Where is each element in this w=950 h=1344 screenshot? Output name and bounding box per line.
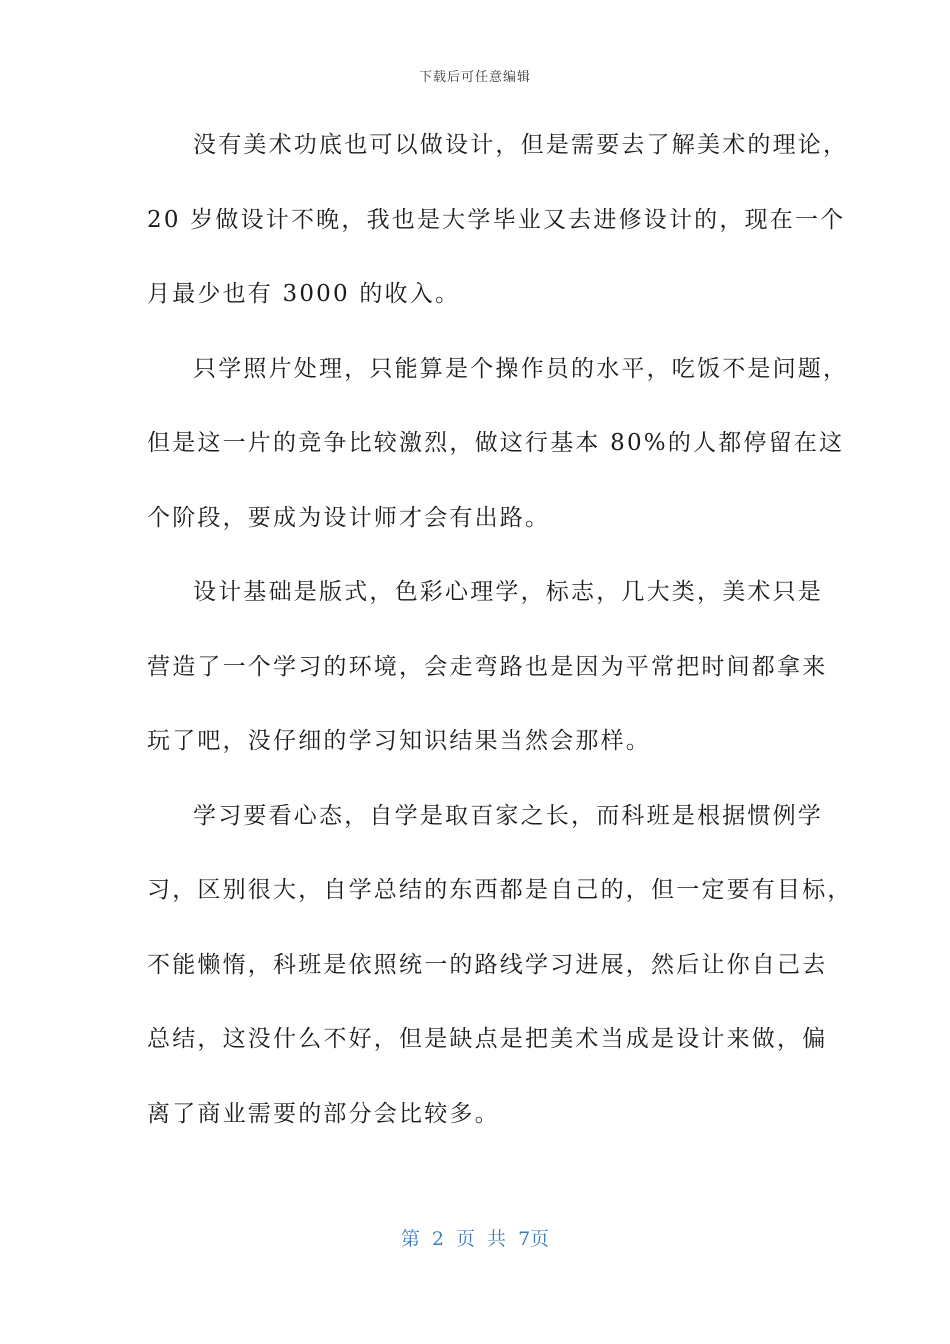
paragraph-3-line-1: 设计基础是版式，色彩心理学，标志，几大类，美术只是 bbox=[193, 579, 823, 605]
paragraph-4-line-4: 总结，这没什么不好，但是缺点是把美术当成是设计来做，偏 bbox=[147, 1026, 828, 1052]
paragraph-4-line-3: 不能懒惰，科班是依照统一的路线学习进展，然后让你自己去 bbox=[147, 951, 828, 978]
paragraph-3-line-2: 营造了一个学习的环境，会走弯路也是因为平常把时间都拿来 bbox=[147, 653, 828, 680]
paragraph-1-line-3: 月最少也有 3000 的收入。 bbox=[147, 281, 461, 307]
paragraph-3-line-3: 玩了吧，没仔细的学习知识结果当然会那样。 bbox=[147, 728, 651, 754]
page-header: 下载后可任意编辑 bbox=[418, 70, 531, 85]
paragraph-2-line-3: 个阶段，要成为设计师才会有出路。 bbox=[147, 504, 551, 531]
paragraph-4-line-1: 学习要看心态，自学是取百家之长，而科班是根据惯例学 bbox=[193, 802, 823, 829]
page-number-footer: 第 2 页 共 7页 bbox=[400, 1228, 550, 1250]
paragraph-2-line-2: 但是这一片的竞争比较激烈，做这行基本 80%的人都停留在这 bbox=[147, 430, 845, 456]
paragraph-4-line-5: 离了商业需要的部分会比较多。 bbox=[147, 1100, 500, 1127]
paragraph-1-line-1: 没有美术功底也可以做设计，但是需要去了解美术的理论， bbox=[193, 132, 849, 158]
paragraph-2-line-1: 只学照片处理，只能算是个操作员的水平，吃饭不是问题， bbox=[193, 355, 849, 382]
document-body bbox=[147, 120, 853, 1163]
paragraph-4-line-2: 习，区别很大，自学总结的东西都是自己的，但一定要有目标， bbox=[147, 877, 853, 903]
paragraph-1-line-2: 20 岁做设计不晚，我也是大学毕业又去进修设计的，现在一个 bbox=[147, 206, 846, 233]
